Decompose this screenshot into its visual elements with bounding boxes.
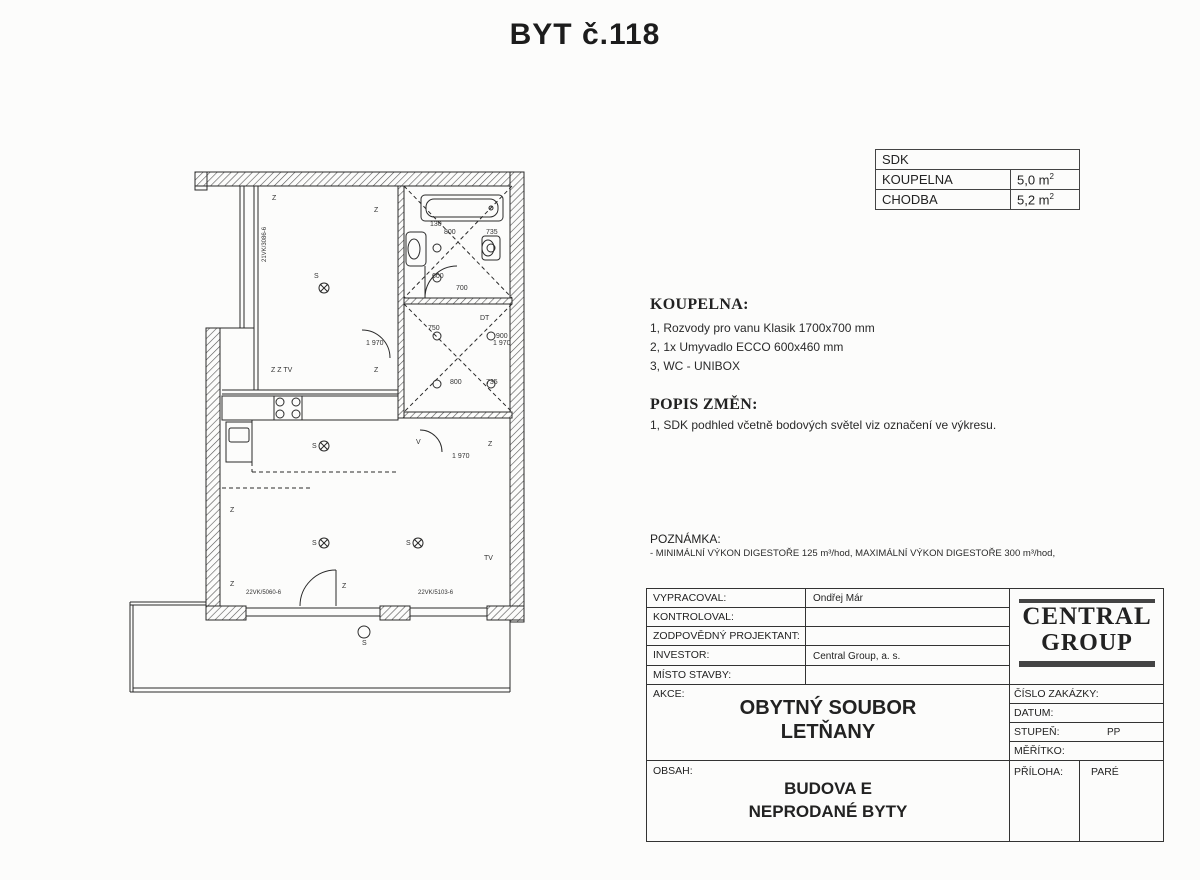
sink bbox=[229, 428, 249, 442]
light-label: S bbox=[406, 540, 411, 547]
stupen-label: STUPEŇ: bbox=[1014, 726, 1060, 738]
socket-label: Z bbox=[230, 581, 235, 588]
window-label: 22VK/5060-6 bbox=[246, 590, 282, 596]
logo-line-2: GROUP bbox=[1041, 630, 1133, 656]
tv-label: Z Z TV bbox=[271, 367, 293, 374]
dim-label: 1 970 bbox=[366, 340, 384, 347]
socket-label: Z bbox=[374, 367, 379, 374]
investor-label: INVESTOR: bbox=[653, 649, 710, 661]
poznamka-text: - MINIMÁLNÍ VÝKON DIGESTOŘE 125 m³/hod, MAXIMÁLNÍ VÝKON DIGESTOŘE 300 m³/hod, bbox=[650, 548, 1056, 559]
tv-label: TV bbox=[484, 555, 493, 562]
area-unit-exponent: 2 bbox=[1049, 191, 1054, 201]
dim-label: 600 bbox=[432, 273, 444, 280]
title-block bbox=[646, 588, 1164, 842]
dim-label: 700 bbox=[456, 285, 468, 292]
dim-label: 130 bbox=[430, 221, 442, 228]
cooktop bbox=[274, 396, 302, 420]
wall bbox=[195, 172, 513, 186]
misto-stavby-label: MÍSTO STAVBY: bbox=[653, 669, 732, 681]
datum-label: DATUM: bbox=[1014, 707, 1054, 719]
priloha-label: PŘÍLOHA: bbox=[1014, 766, 1064, 778]
vypracoval-label: VYPRACOVAL: bbox=[653, 592, 727, 604]
socket-label: Z bbox=[272, 195, 277, 202]
cislo-zakazky-label: ČÍSLO ZAKÁZKY: bbox=[1014, 688, 1099, 700]
kontroloval-label: KONTROLOVAL: bbox=[653, 611, 734, 623]
window-label: 22VK/5103-6 bbox=[418, 590, 454, 596]
window bbox=[410, 608, 487, 616]
sdk-area-table bbox=[875, 149, 1080, 210]
window-label: 21VK/3086-6 bbox=[262, 226, 268, 262]
apartment-title: BYT č.118 bbox=[509, 18, 661, 51]
washbasin bbox=[406, 232, 426, 266]
room-name: CHODBA bbox=[876, 190, 1011, 210]
stupen-value: PP bbox=[1107, 727, 1121, 738]
dim-label: 800 bbox=[450, 379, 462, 386]
toilet bbox=[482, 236, 500, 260]
table-row bbox=[876, 170, 1080, 190]
wall bbox=[404, 298, 512, 304]
sdk-header: SDK bbox=[876, 150, 1080, 170]
pare-label: PARÉ bbox=[1091, 766, 1119, 778]
room-name: KOUPELNA bbox=[876, 170, 1011, 190]
popis-zmen-item: 1, SDK podhled včetně bodových světel viz označení ve výkresu. bbox=[650, 418, 997, 432]
poznamka-heading: POZNÁMKA: bbox=[650, 532, 721, 546]
dim-label: 1 970 bbox=[452, 453, 470, 460]
socket-label: Z bbox=[230, 507, 235, 514]
light-label: S bbox=[312, 443, 317, 450]
wall bbox=[206, 606, 246, 620]
dim-label: 750 bbox=[428, 325, 440, 332]
socket-label: Z bbox=[374, 207, 379, 214]
dim-label: 800 bbox=[444, 229, 456, 236]
room-area: 5,2 m bbox=[1017, 192, 1050, 208]
dim-label: 735 bbox=[486, 379, 498, 386]
wall bbox=[380, 606, 410, 620]
wall bbox=[206, 328, 220, 620]
wall bbox=[398, 186, 404, 418]
wall bbox=[510, 172, 524, 622]
popis-zmen-heading: POPIS ZMĚN: bbox=[650, 396, 758, 413]
socket-label: Z bbox=[342, 583, 347, 590]
koupelna-item: 3, WC - UNIBOX bbox=[650, 359, 741, 373]
obsah-line-1: BUDOVA E bbox=[784, 779, 872, 798]
logo-line-1: CENTRAL bbox=[1022, 603, 1152, 630]
investor-value: Central Group, a. s. bbox=[813, 651, 901, 662]
table-row bbox=[876, 190, 1080, 210]
koupelna-item: 2, 1x Umyvadlo ECCO 600x460 mm bbox=[650, 340, 844, 354]
v-label: V bbox=[416, 439, 421, 446]
room-area: 5,0 m bbox=[1017, 172, 1050, 188]
projektant-label: ZODPOVĚDNÝ PROJEKTANT: bbox=[653, 630, 800, 642]
obsah-line-2: NEPRODANÉ BYTY bbox=[748, 802, 908, 821]
wall bbox=[404, 412, 512, 418]
light-label: S bbox=[314, 273, 319, 280]
window bbox=[246, 608, 380, 616]
meritko-label: MĚŘÍTKO: bbox=[1014, 745, 1065, 757]
socket-label: Z bbox=[488, 441, 493, 448]
koupelna-item: 1, Rozvody pro vanu Klasik 1700x700 mm bbox=[650, 321, 875, 335]
light-label: S bbox=[362, 640, 367, 647]
light-label: S bbox=[312, 540, 317, 547]
dim-label: 735 bbox=[486, 229, 498, 236]
wall bbox=[487, 606, 524, 620]
akce-line-2: LETŇANY bbox=[780, 721, 876, 743]
dim-label: 900 bbox=[496, 333, 508, 340]
obsah-label: OBSAH: bbox=[653, 765, 693, 777]
vypracoval-value: Ondřej Már bbox=[813, 593, 864, 604]
akce-line-1: OBYTNÝ SOUBOR bbox=[739, 697, 917, 719]
dt-label: DT bbox=[480, 315, 490, 322]
area-unit-exponent: 2 bbox=[1049, 171, 1054, 181]
akce-label: AKCE: bbox=[653, 688, 685, 700]
kitchen-counter bbox=[222, 396, 398, 420]
dim-label: 1 970 bbox=[493, 340, 511, 347]
koupelna-heading: KOUPELNA: bbox=[650, 296, 749, 313]
